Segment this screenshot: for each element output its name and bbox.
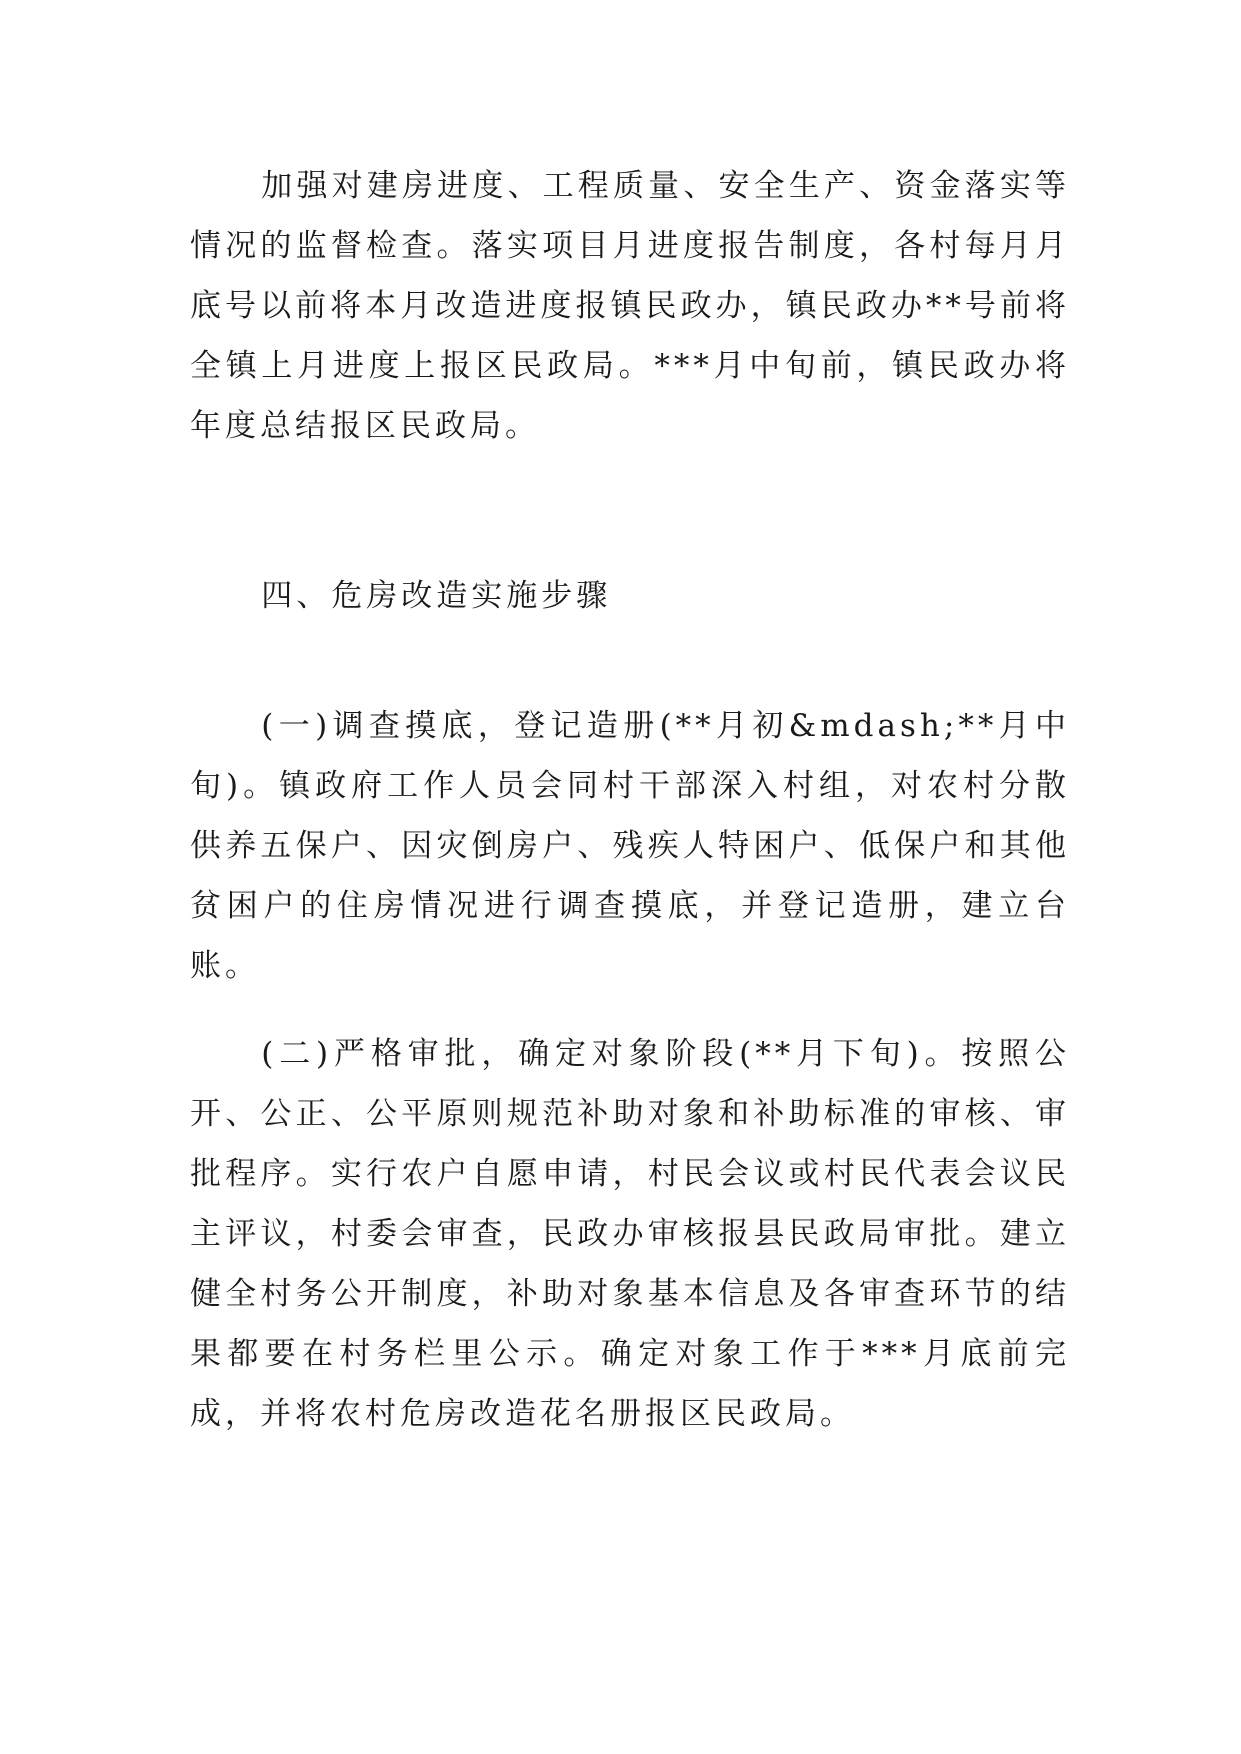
section-heading-implementation-steps: 四、危房改造实施步骤 bbox=[261, 578, 612, 614]
paragraph-step-1-survey: (一)调查摸底，登记造册(**月初&mdash;**月中旬)。镇政府工作人员会同村干部深入村组，对农村分散供养五保户、因灾倒房户、残疾人特困户、低保户和其他贫困户的住房情况进行调查摸底，并登记造册，建立台账。 bbox=[190, 708, 1070, 984]
paragraph-supervision: 加强对建房进度、工程质量、安全生产、资金落实等情况的监督检查。落实项目月进度报告制度，各村每月月底号以前将本月改造进度报镇民政办，镇民政办**号前将全镇上月进度上报区民政局。***月中旬前，镇民政办将年度总结报区民政局。 bbox=[190, 168, 1070, 444]
paragraph-step-2-approval: (二)严格审批，确定对象阶段(**月下旬)。按照公开、公正、公平原则规范补助对象和补助标准的审核、审批程序。实行农户自愿申请，村民会议或村民代表会议民主评议，村委会审查，民政办审核报县民政局审批。建立健全村务公开制度，补助对象基本信息及各审查环节的结果都要在村务栏里公示。确定对象工作于***月底前完成，并将农村危房改造花名册报区民政局。 bbox=[190, 1036, 1070, 1432]
